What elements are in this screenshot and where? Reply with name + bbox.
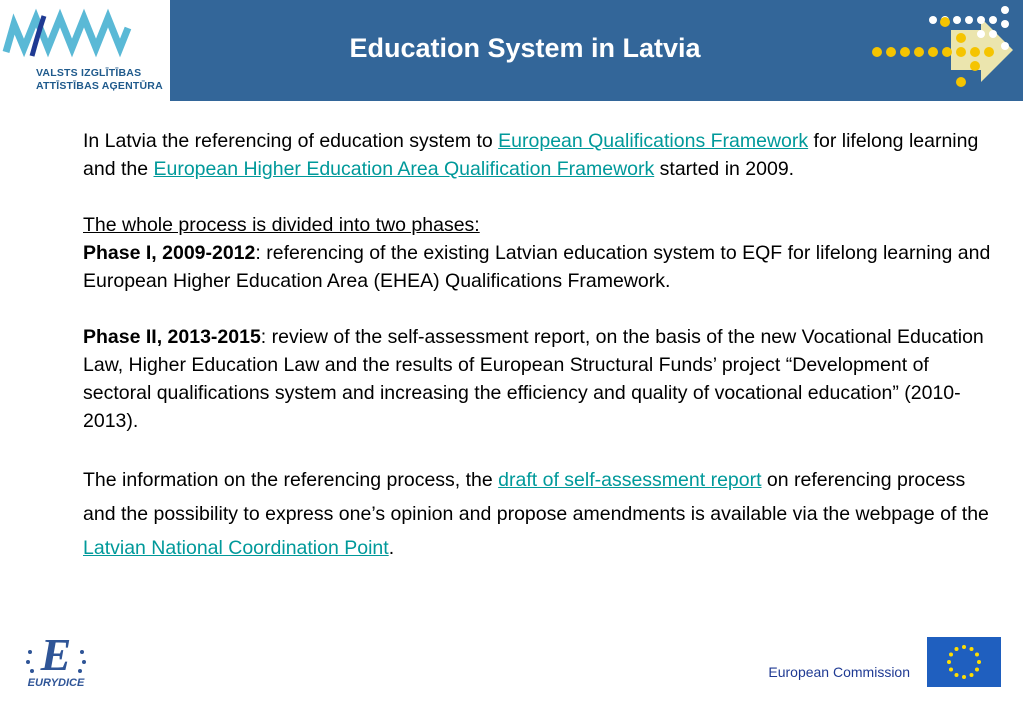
- intro-text-3: started in 2009.: [654, 158, 795, 180]
- eurydice-logo: [16, 632, 96, 690]
- eurydice-label: EURYDICE: [27, 677, 85, 689]
- intro-paragraph: [83, 127, 993, 183]
- intro-text-1: In Latvia the referencing of education system to: [83, 130, 499, 152]
- eqf-link[interactable]: European Qualifications Framework: [498, 130, 809, 152]
- svg-text:E: E: [40, 632, 72, 680]
- page-title: Education System in Latvia: [349, 33, 701, 63]
- header-bar: [0, 0, 1023, 101]
- coordination-point-link[interactable]: Latvian National Coordination Point: [83, 537, 389, 559]
- agency-logo-line2: ATTĪSTĪBAS AĢENTŪRA: [36, 80, 163, 92]
- phase1-label: Phase I, 2009-2012: [83, 242, 256, 264]
- info-text-3: .: [388, 537, 395, 559]
- agency-logo-mark: [2, 4, 142, 66]
- phase2-label: Phase II, 2013-2015: [83, 326, 261, 348]
- info-text-2: on referencing process and the possibility to express one’s opinion and propose amendments is available via the webpage of the: [83, 469, 989, 525]
- eu-flag-icon: [927, 637, 1001, 687]
- decorative-dots-icon: [863, 0, 1023, 101]
- info-text-1: The information on the referencing process, the: [83, 469, 499, 491]
- main-content: [83, 127, 993, 565]
- agency-logo: [0, 0, 170, 101]
- self-assessment-report-link[interactable]: draft of self-assessment report: [498, 469, 762, 491]
- phase2-paragraph: [83, 323, 993, 435]
- phase1-paragraph: [83, 239, 993, 295]
- phases-heading: The whole process is divided into two phases:: [83, 214, 480, 236]
- phase2-text: : review of the self-assessment report, on the basis of the new Vocational Education Law, Higher Education Law and the results of European Structural Funds’ project “Development of sectoral qualifications system and increasing the efficiency and quality of vocational education” (2010-2013).: [83, 326, 984, 432]
- agency-logo-line1: VALSTS IZGLĪTĪBAS: [36, 67, 142, 79]
- phase1-text: : referencing of the existing Latvian education system to EQF for lifelong learning and European Higher Education Area (EHEA) Qualifications Framework.: [83, 242, 991, 292]
- ehea-qf-link[interactable]: European Higher Education Area Qualification Framework: [153, 158, 655, 180]
- european-commission-label: European Commission: [768, 664, 910, 680]
- intro-text-2: for lifelong learning and the: [83, 130, 979, 180]
- info-paragraph: [83, 463, 993, 565]
